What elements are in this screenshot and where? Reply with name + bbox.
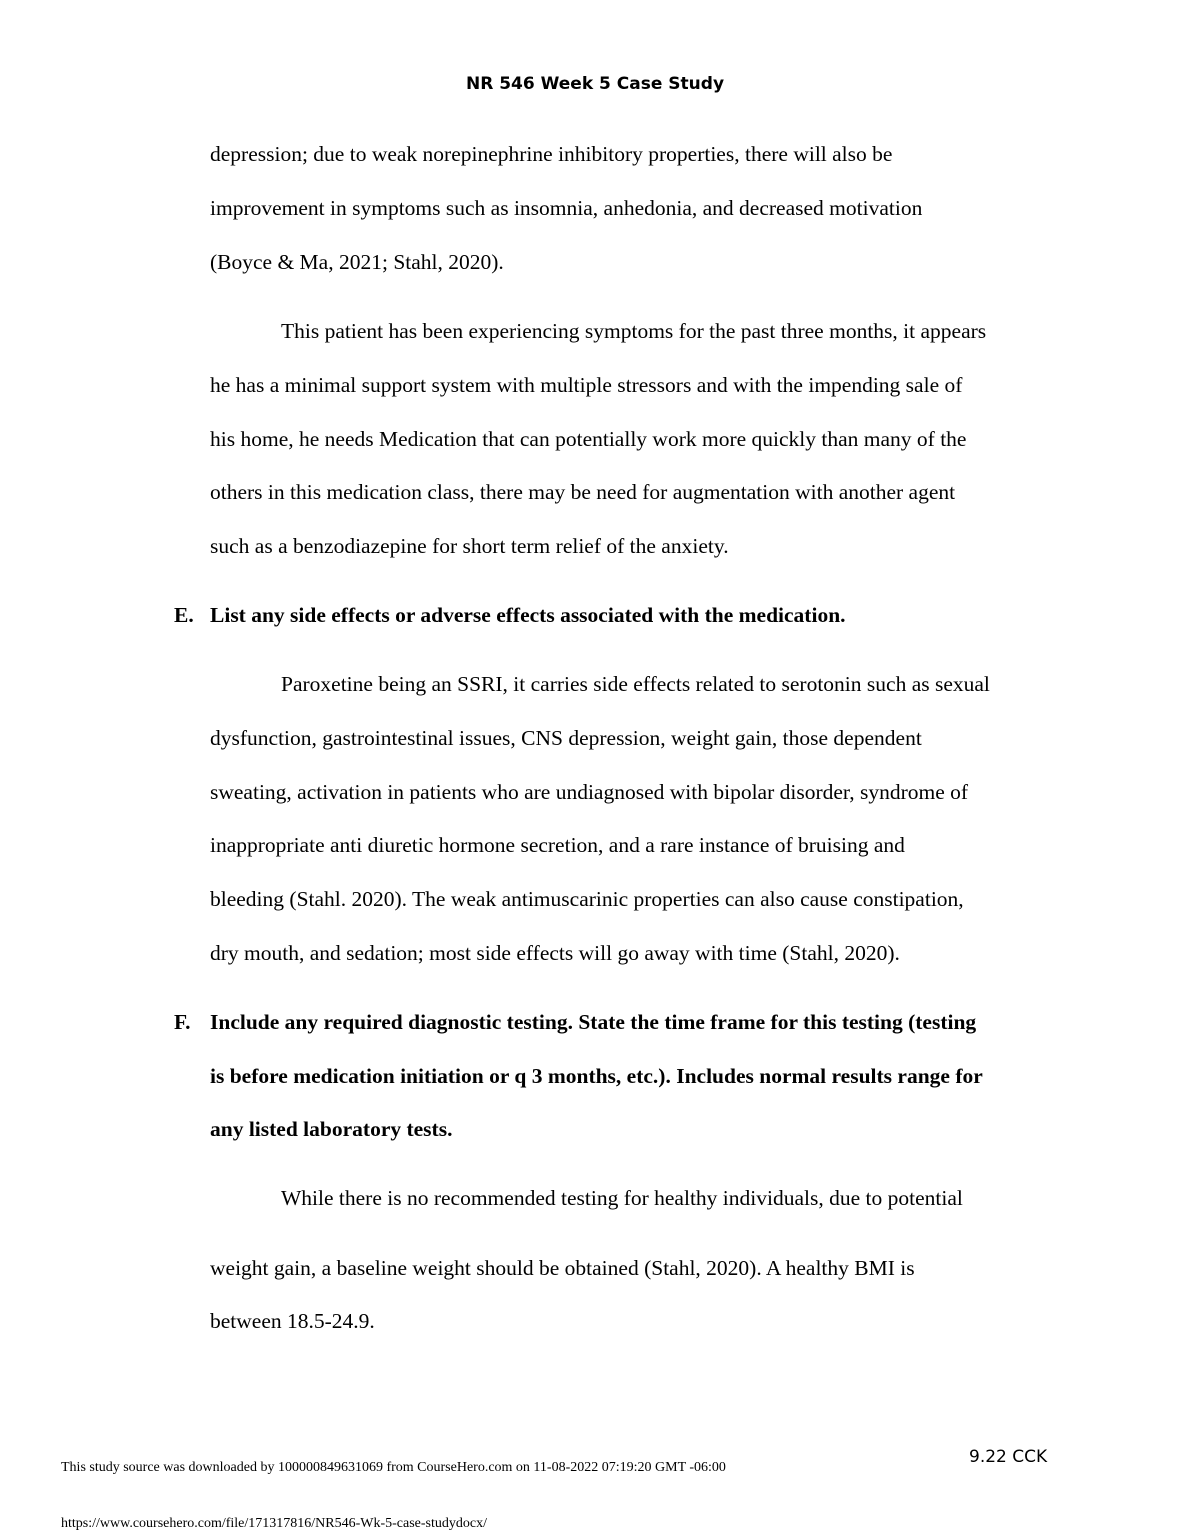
download-notice: This study source was downloaded by 100000849631069 from CourseHero.com on 11-08-2022 07:19:20 GMT -06:00 — [61, 1460, 726, 1475]
body-text-line: bleeding (Stahl. 2020). The weak antimuscarinic properties can also cause constipation, — [210, 887, 964, 911]
body-text-line: depression; due to weak norepinephrine inhibitory properties, there will also be — [210, 142, 893, 166]
page-number: 9.22 CCK — [969, 1447, 1048, 1467]
body-text-line: improvement in symptoms such as insomnia, anhedonia, and decreased motivation — [210, 196, 923, 220]
section-f-heading-line: is before medication initiation or q 3 months, etc.). Includes normal results range for — [210, 1064, 983, 1088]
body-text-line: dry mouth, and sedation; most side effects will go away with time (Stahl, 2020). — [210, 941, 900, 965]
section-f-letter: F. — [174, 1010, 191, 1034]
body-text-line: Paroxetine being an SSRI, it carries side effects related to serotonin such as sexual — [281, 672, 990, 696]
body-text-line: sweating, activation in patients who are undiagnosed with bipolar disorder, syndrome of — [210, 780, 969, 804]
section-e-heading: List any side effects or adverse effects associated with the medication. — [210, 603, 846, 627]
body-text-line: dysfunction, gastrointestinal issues, CNS depression, weight gain, those dependent — [210, 726, 922, 750]
body-text-line: such as a benzodiazepine for short term relief of the anxiety. — [210, 534, 729, 558]
body-text-line: weight gain, a baseline weight should be obtained (Stahl, 2020). A healthy BMI is — [210, 1256, 915, 1280]
body-text-line: his home, he needs Medication that can potentially work more quickly than many of the — [210, 427, 967, 451]
body-text-line: others in this medication class, there may be need for augmentation with another agent — [210, 480, 956, 504]
body-text-line: This patient has been experiencing symptoms for the past three months, it appears — [281, 319, 987, 343]
page-header-title: NR 546 Week 5 Case Study — [465, 74, 725, 94]
source-url: https://www.coursehero.com/file/171317816/NR546-Wk-5-case-studydocx/ — [61, 1516, 488, 1531]
body-text-line: he has a minimal support system with multiple stressors and with the impending sale of — [210, 373, 963, 397]
body-text-line: inappropriate anti diuretic hormone secretion, and a rare instance of bruising and — [210, 833, 905, 857]
body-text-line: While there is no recommended testing for healthy individuals, due to potential — [281, 1186, 963, 1210]
section-f-heading-line: Include any required diagnostic testing. State the time frame for this testing (testing — [210, 1010, 977, 1034]
section-f-heading-line: any listed laboratory tests. — [210, 1117, 453, 1141]
body-text-line: (Boyce & Ma, 2021; Stahl, 2020). — [210, 250, 504, 274]
section-e-letter: E. — [174, 603, 194, 627]
body-text-line: between 18.5-24.9. — [210, 1309, 375, 1333]
